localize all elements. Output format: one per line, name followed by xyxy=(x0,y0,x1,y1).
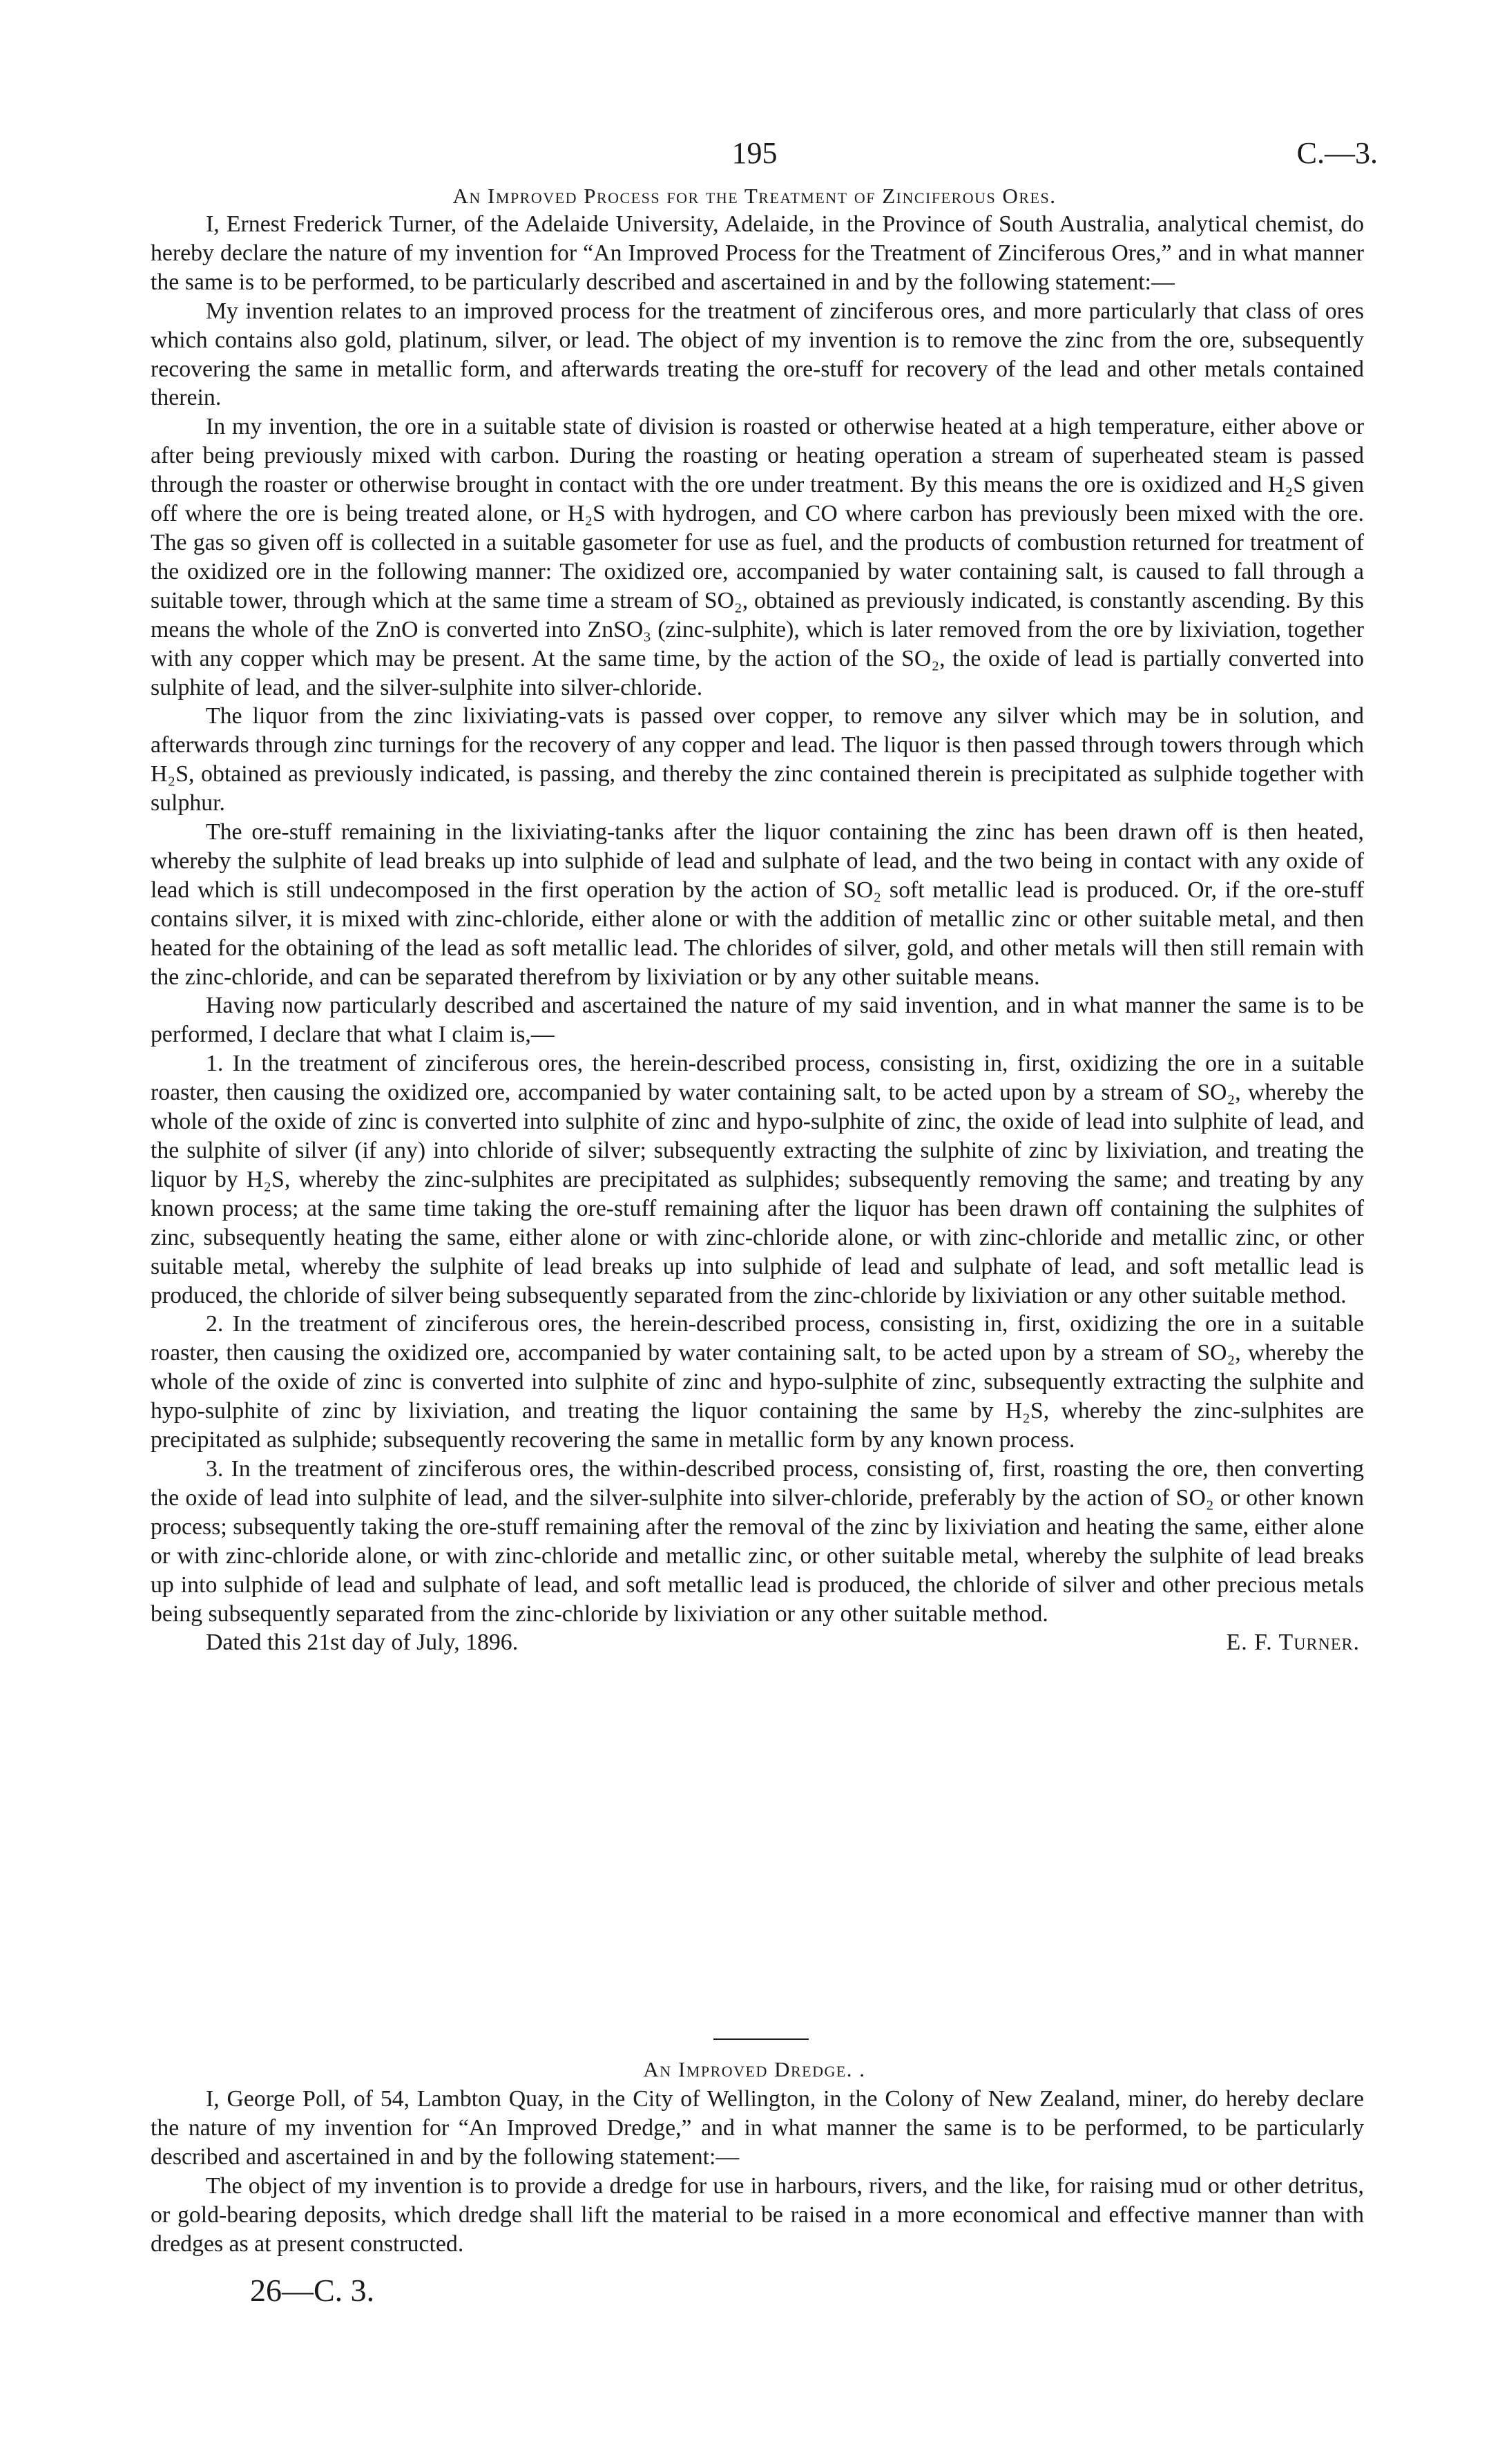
specification-body-dredge xyxy=(151,2085,1364,2258)
paragraph: I, George Poll, of 54, Lambton Quay, in the City of Wellington, in the Colony of New Zealand, miner, do hereby declare the nature of my invention for “An Improved Dredge,” and in what manner the same is to be performed, to be particularly described and ascertained in and by the following statement:— xyxy=(151,2086,1364,2170)
dated-signature-line xyxy=(151,1628,1364,1657)
claim-1: 1. In the treatment of zinciferous ores, the herein-described process, consisting in, first, oxidizing the ore in a suitable roaster, then causing the oxidized ore, accompanied by water containing salt, to be acted upon by a stream of SO₂, whereby the whole of the oxide of zinc is converted into sulphite of zinc and hypo-sulphite of zinc, the oxide of lead into sulphite of lead, and the sulphite of silver (if any) into chloride of silver; subsequently extracting the sulphite of zinc by lixiviation, and treating the liquor by H₂S, whereby the zinc-sulphites are precipitated as sulphides; subsequently removing the same; and treating by any known process; at the same time taking the ore-stuff remaining after the liquor has been drawn off containing the sulphites of zinc, subsequently heating the same, either alone or with zinc-chloride alone, or with zinc-chloride and metallic zinc, or other suitable metal, whereby the sulphite of lead breaks up into sulphide of lead and sulphate of lead, and soft metallic lead is produced, the chloride of silver being subsequently separated from the zinc-chloride by lixiviation or any other suitable method. xyxy=(151,1051,1364,1308)
specification-title-zinciferous: An Improved Process for the Treatment of Zinciferous Ores. xyxy=(452,184,1057,208)
specification-body-zinciferous xyxy=(151,210,1364,1657)
paragraph: My invention relates to an improved process for the treatment of zinciferous ores, and more particularly that class of ores which contains also gold, platinum, silver, or lead. The object of my invention is to remove the zinc from the ore, subsequently recovering the same in metallic form, and afterwards treating the ore-stuff for recovery of the lead and other metals contained therein. xyxy=(151,298,1364,411)
paragraph: The object of my invention is to provide a dredge for use in harbours, rivers, and the like, for raising mud or other detritus, or gold-bearing deposits, which dredge shall lift the material to be raised in a more economical and effective manner than with dredges as at present constructed. xyxy=(151,2172,1364,2257)
paragraph: In my invention, the ore in a suitable state of division is roasted or otherwise heated at a high temperature, either above or after being previously mixed with carbon. During the roasting or heating operation a stream of superheated steam is passed through the roaster or otherwise brought in contact with the ore under treatment. By this means the ore is oxidized and H₂S given off where the ore is being treated alone, or H₂S with hydrogen, and CO where carbon has previously been mixed with the ore. The gas so given off is collected in a suitable gasometer for use as fuel, and the products of combustion returned for treatment of the oxidized ore in the following manner: The oxidized ore, accompanied by water containing salt, is caused to fall through a suitable tower, through which at the same time a stream of SO₂, obtained as previously indicated, is constantly ascending. By this means the whole of the ZnO is converted into ZnSO₃ (zinc-sulphite), which is later removed from the ore by lixiviation, together with any copper which may be present. At the same time, by the action of the SO₂, the oxide of lead is partially converted into sulphite of lead, and the silver-sulphite into silver-chloride. xyxy=(151,414,1364,700)
printer-signature-mark: 26—C. 3. xyxy=(250,2273,375,2308)
document-code: C.—3. xyxy=(1296,136,1378,170)
claim-3: 3. In the treatment of zinciferous ores, the within-described process, consisting of, first, roasting the ore, then converting the oxide of lead into sulphite of lead, and the silver-sulphite into silver-chloride, preferably by the action of SO₂ or other known process; subsequently taking the ore-stuff remaining after the removal of the zinc by lixiviation and heating the same, either alone or with zinc-chloride alone, or with zinc-chloride and metallic zinc, or other suitable metal, whereby the sulphite of lead breaks up into sulphide of lead and sulphate of lead, and soft metallic lead is produced, the chloride of silver and other precious metals being subsequently separated from the zinc-chloride by lixiviation or any other suitable method. xyxy=(151,1455,1364,1627)
paragraph: Having now particularly described and ascertained the nature of my said invention, and in what manner the same is to be performed, I declare that what I claim is,— xyxy=(151,993,1364,1048)
paragraph: The liquor from the zinc lixiviating-vats is passed over copper, to remove any silver which may be in solution, and afterwards through zinc turnings for the recovery of any copper and lead. The liquor is then passed through towers through which H₂S, obtained as previously indicated, is passing, and thereby the zinc contained therein is precipitated as sulphide together with sulphur. xyxy=(151,703,1364,816)
dated-line: Dated this 21st day of July, 1896. xyxy=(206,1630,519,1656)
paragraph: I, Ernest Frederick Turner, of the Adelaide University, Adelaide, in the Province of South Australia, analytical chemist, do hereby declare the nature of my invention for “An Improved Process for the Treatment of Zinciferous Ores,” and in what manner the same is to be performed, to be particularly described and ascertained in and by the following statement:— xyxy=(151,211,1364,295)
specification-title-dredge: An Improved Dredge. . xyxy=(643,2057,866,2081)
claim-2: 2. In the treatment of zinciferous ores, the herein-described process, consisting in, first, oxidizing the ore in a suitable roaster, then causing the oxidized ore, accompanied by water containing salt, to be acted upon by a stream of SO₂, whereby the whole of the oxide of zinc is converted into sulphite of zinc and hypo-sulphite of zinc, subsequently extracting the sulphite and hypo-sulphite of zinc by lixiviation, and treating the liquor containing the same by H₂S, whereby the zinc-sulphites are precipitated as sulphide; subsequently recovering the same in metallic form by any known process. xyxy=(151,1311,1364,1453)
section-divider xyxy=(713,2038,809,2040)
page-number: 195 xyxy=(731,136,778,170)
signature: E. F. Turner. xyxy=(1226,1630,1360,1656)
paragraph: The ore-stuff remaining in the lixiviating-tanks after the liquor containing the zinc has been drawn off is then heated, whereby the sulphite of lead breaks up into sulphide of lead and sulphate of lead, and the two being in contact with any oxide of lead which is still undecomposed in the first operation by the action of SO₂ soft metallic lead is produced. Or, if the ore-stuff contains silver, it is mixed with zinc-chloride, either alone or with the addition of metallic zinc or other suitable metal, and then heated for the obtaining of the lead as soft metallic lead. The chlorides of silver, gold, and other metals will then still remain with the zinc-chloride, and can be separated therefrom by lixiviation or by any other suitable means. xyxy=(151,819,1364,990)
